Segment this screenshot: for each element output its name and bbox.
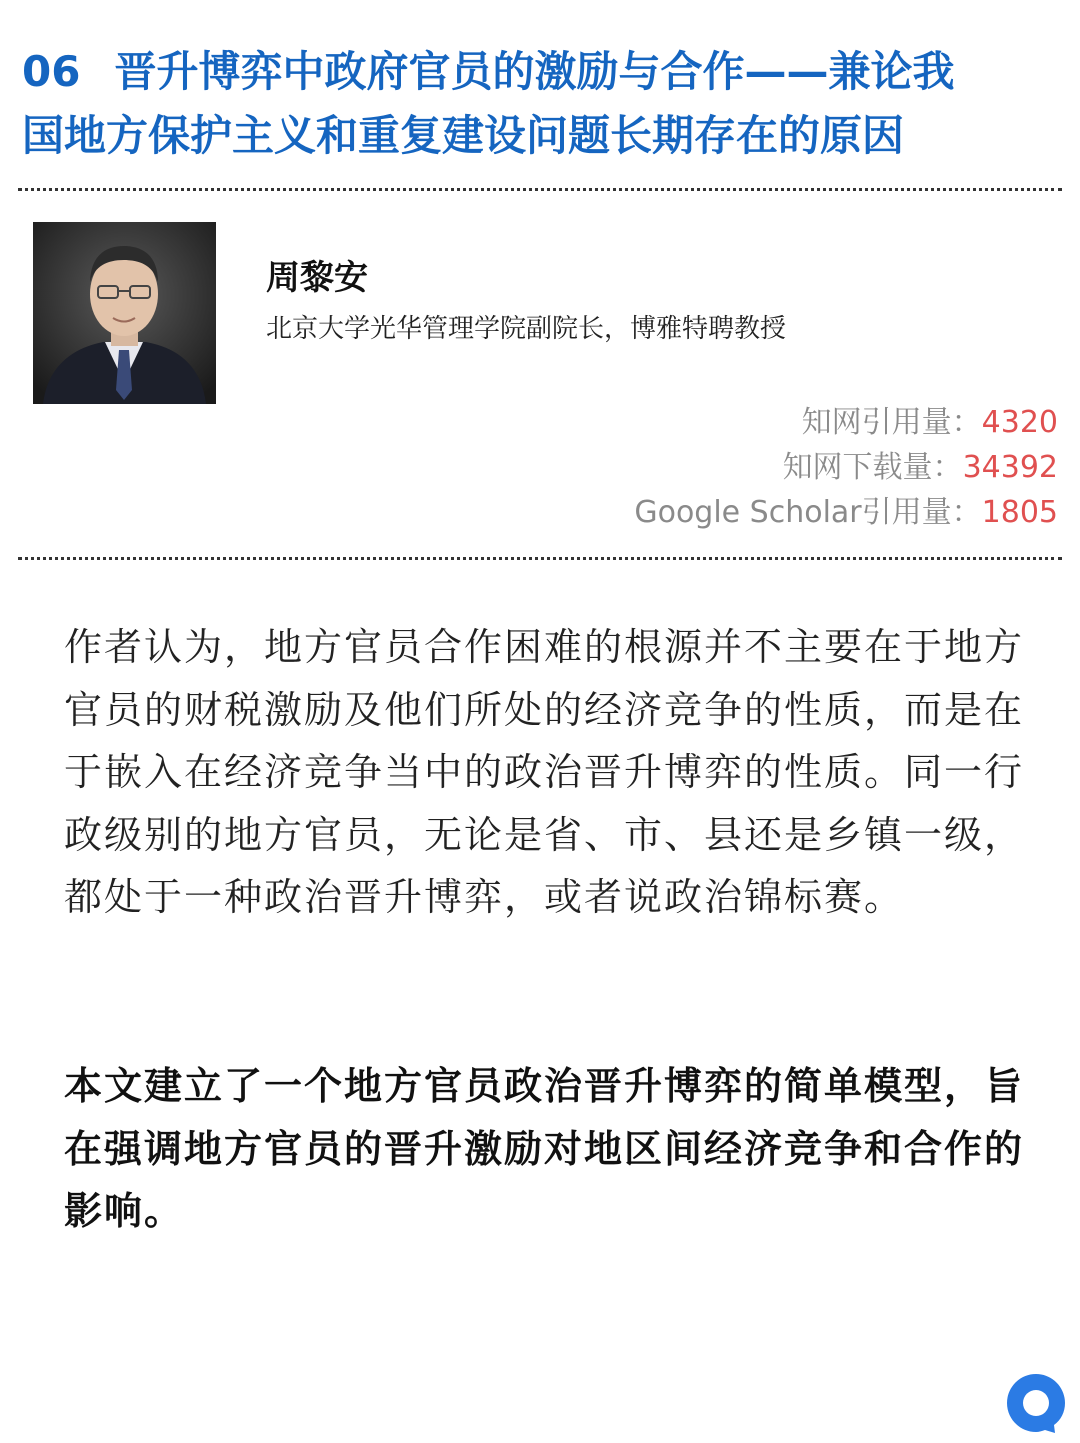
title-text-1: 晋升博弈中政府官员的激励与合作——兼论我 <box>114 47 955 96</box>
title-line-1 <box>22 40 1067 104</box>
author-photo <box>33 222 216 404</box>
metric-cnki-citations <box>634 400 1058 445</box>
chat-bubble-icon <box>1003 1370 1069 1436</box>
author-role: 北京大学光华管理学院副院长，博雅特聘教授 <box>266 314 787 344</box>
article-number: 06 <box>22 47 81 96</box>
citation-metrics <box>634 400 1058 535</box>
metric-cnki-downloads <box>634 445 1058 490</box>
chat-fab-button[interactable] <box>1003 1370 1069 1436</box>
author-name: 周黎安 <box>266 258 368 298</box>
metric-value: 4320 <box>981 405 1058 440</box>
article-title <box>22 40 1067 168</box>
body-paragraph-2: 本文建立了一个地方官员政治晋升博弈的简单模型，旨在强调地方官员的晋升激励对地区间经济竞争和合作的影响。 <box>64 1064 1025 1233</box>
dotted-divider-top <box>18 188 1062 191</box>
metric-label: 知网引用量： <box>801 405 982 440</box>
metric-value: 34392 <box>962 450 1058 485</box>
metric-google-scholar-citations <box>634 490 1058 535</box>
body-paragraph-1: 作者认为，地方官员合作困难的根源并不主要在于地方官员的财税激励及他们所处的经济竞争的性质，而是在于嵌入在经济竞争当中的政治晋升博弈的性质。同一行政级别的地方官员，无论是省、市、县还是乡镇一级，都处于一种政治晋升博弈，或者说政治锦标赛。 <box>64 625 1025 919</box>
metric-label: 知网下载量： <box>782 450 963 485</box>
metric-label: Google Scholar引用量： <box>634 495 982 530</box>
dotted-divider-bottom <box>18 557 1062 560</box>
metric-value: 1805 <box>981 495 1058 530</box>
title-line-2: 国地方保护主义和重复建设问题长期存在的原因 <box>22 111 905 160</box>
